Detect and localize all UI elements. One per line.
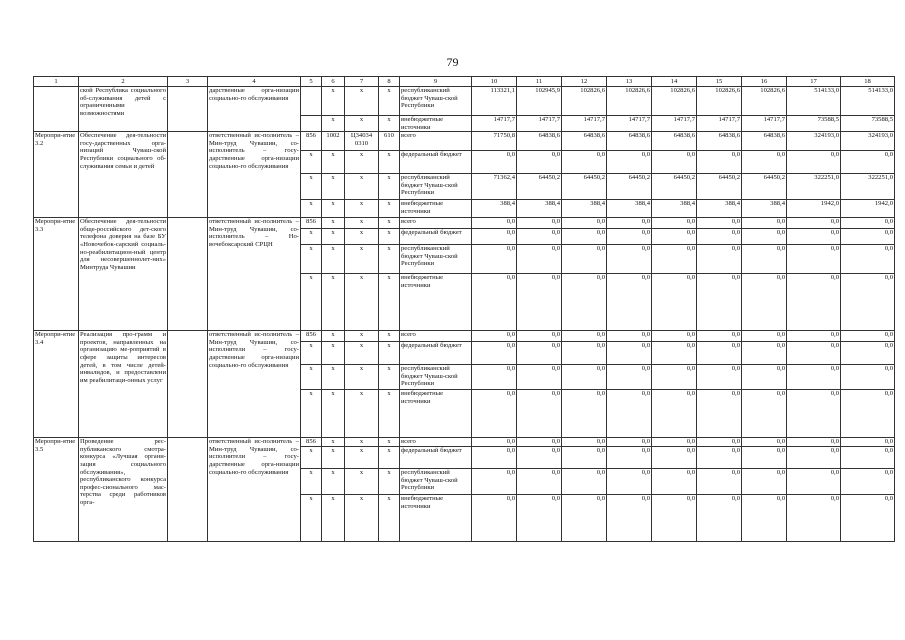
value-cell: 0,0 [562, 218, 607, 229]
value-cell: 0,0 [652, 365, 697, 390]
value-cell: 0,0 [517, 331, 562, 342]
value-cell: 0,0 [607, 365, 652, 390]
value-cell: 64450,2 [697, 174, 742, 200]
event-name-cell: ской Республика социального об-служивания детей с ограниченными возможностями [79, 87, 168, 132]
value-cell: 0,0 [562, 274, 607, 331]
value-cell: 0,0 [697, 469, 742, 495]
value-cell: 64450,2 [562, 174, 607, 200]
value-cell: 0,0 [607, 151, 652, 174]
code-cell: x [322, 151, 345, 174]
value-cell: 64838,6 [517, 132, 562, 151]
code-cell: x [322, 342, 345, 365]
value-cell: 14717,7 [697, 116, 742, 132]
code-cell: x [301, 229, 322, 245]
value-cell: 64838,6 [607, 132, 652, 151]
value-cell: 0,0 [697, 274, 742, 331]
code-cell: x [301, 342, 322, 365]
column-header-15: 15 [697, 77, 742, 87]
value-cell: 0,0 [697, 447, 742, 469]
code-cell: x [322, 116, 345, 132]
value-cell: 14717,7 [742, 116, 787, 132]
value-cell: 0,0 [841, 469, 895, 495]
funding-source-cell: внебюджетные источники [400, 495, 472, 542]
value-cell: 0,0 [742, 151, 787, 174]
value-cell: 0,0 [562, 447, 607, 469]
code-cell: x [345, 151, 379, 174]
value-cell: 514133,0 [841, 87, 895, 116]
value-cell: 0,0 [607, 274, 652, 331]
empty-cell [168, 87, 208, 132]
value-cell: 0,0 [472, 469, 517, 495]
value-cell: 0,0 [517, 245, 562, 274]
value-cell: 0,0 [841, 151, 895, 174]
empty-cell [168, 331, 208, 438]
funding-source-cell: федеральный бюджет [400, 229, 472, 245]
value-cell: 0,0 [517, 438, 562, 447]
code-cell: x [301, 151, 322, 174]
value-cell: 0,0 [607, 331, 652, 342]
value-cell: 0,0 [607, 245, 652, 274]
column-header-14: 14 [652, 77, 697, 87]
value-cell: 0,0 [562, 151, 607, 174]
table-row [34, 331, 895, 342]
funding-source-cell: внебюджетные источники [400, 116, 472, 132]
value-cell: 0,0 [472, 447, 517, 469]
value-cell: 102945,9 [517, 87, 562, 116]
table-row [34, 438, 895, 447]
value-cell: 0,0 [787, 274, 841, 331]
value-cell: 0,0 [472, 438, 517, 447]
value-cell: 0,0 [742, 365, 787, 390]
code-cell: 610 [379, 132, 400, 151]
code-cell: Ц34034 0310 [345, 132, 379, 151]
column-header-13: 13 [607, 77, 652, 87]
column-header-11: 11 [517, 77, 562, 87]
code-cell: x [301, 245, 322, 274]
column-header-16: 16 [742, 77, 787, 87]
value-cell: 0,0 [607, 495, 652, 542]
value-cell: 0,0 [652, 331, 697, 342]
value-cell: 388,4 [472, 200, 517, 218]
funding-source-cell: всего [400, 218, 472, 229]
value-cell: 14717,7 [472, 116, 517, 132]
code-cell: x [322, 438, 345, 447]
executor-cell: ответственный ис-полнитель – Мин-труд Чувашии, со-исполнитель – Но-вочебоксарский СРЦН [208, 218, 301, 331]
value-cell: 14717,7 [517, 116, 562, 132]
column-header-7: 7 [345, 77, 379, 87]
value-cell: 0,0 [841, 245, 895, 274]
value-cell: 0,0 [472, 331, 517, 342]
value-cell: 388,4 [742, 200, 787, 218]
funding-source-cell: федеральный бюджет [400, 447, 472, 469]
value-cell: 1942,0 [841, 200, 895, 218]
code-cell: x [345, 174, 379, 200]
value-cell: 64450,2 [742, 174, 787, 200]
value-cell: 0,0 [652, 342, 697, 365]
value-cell: 0,0 [562, 331, 607, 342]
code-cell: x [301, 390, 322, 438]
code-cell: 856 [301, 438, 322, 447]
value-cell: 0,0 [742, 447, 787, 469]
value-cell: 0,0 [697, 438, 742, 447]
value-cell: 0,0 [742, 390, 787, 438]
value-cell: 0,0 [652, 274, 697, 331]
value-cell: 73588,5 [787, 116, 841, 132]
code-cell: x [345, 229, 379, 245]
value-cell: 64450,2 [517, 174, 562, 200]
funding-source-cell: республиканский бюджет Чуваш-ской Республики [400, 365, 472, 390]
code-cell: x [322, 174, 345, 200]
empty-cell [168, 132, 208, 218]
code-cell: x [301, 495, 322, 542]
value-cell: 0,0 [787, 229, 841, 245]
value-cell: 0,0 [562, 495, 607, 542]
code-cell: x [322, 331, 345, 342]
value-cell: 0,0 [562, 390, 607, 438]
column-header-4: 4 [208, 77, 301, 87]
code-cell: x [345, 218, 379, 229]
value-cell: 0,0 [697, 229, 742, 245]
value-cell: 388,4 [607, 200, 652, 218]
value-cell: 0,0 [787, 218, 841, 229]
event-number-cell [34, 87, 79, 132]
executor-cell: ответственный ис-полнитель – Мин-труд Чувашии, со-исполнитель – госу-дарственные орга-низации социально-го обслуживания [208, 132, 301, 218]
code-cell: 856 [301, 331, 322, 342]
funding-source-cell: всего [400, 331, 472, 342]
value-cell: 0,0 [472, 151, 517, 174]
value-cell: 388,4 [652, 200, 697, 218]
code-cell: x [379, 218, 400, 229]
value-cell: 0,0 [787, 438, 841, 447]
value-cell: 0,0 [517, 390, 562, 438]
code-cell: x [322, 365, 345, 390]
code-cell: x [379, 331, 400, 342]
code-cell: x [345, 87, 379, 116]
code-cell [301, 116, 322, 132]
value-cell: 0,0 [841, 274, 895, 331]
value-cell: 0,0 [787, 331, 841, 342]
value-cell: 322251,0 [787, 174, 841, 200]
value-cell: 64838,6 [697, 132, 742, 151]
code-cell: x [322, 229, 345, 245]
funding-source-cell: всего [400, 438, 472, 447]
value-cell: 0,0 [787, 469, 841, 495]
code-cell: 856 [301, 132, 322, 151]
value-cell: 0,0 [472, 390, 517, 438]
value-cell: 0,0 [742, 469, 787, 495]
code-cell: x [345, 447, 379, 469]
code-cell: x [322, 495, 345, 542]
value-cell: 0,0 [472, 342, 517, 365]
empty-cell [168, 218, 208, 331]
column-header-10: 10 [472, 77, 517, 87]
value-cell: 0,0 [841, 229, 895, 245]
value-cell: 0,0 [697, 245, 742, 274]
funding-source-cell: федеральный бюджет [400, 151, 472, 174]
value-cell: 0,0 [787, 447, 841, 469]
value-cell: 0,0 [652, 495, 697, 542]
value-cell: 0,0 [472, 274, 517, 331]
value-cell: 0,0 [841, 447, 895, 469]
event-name-cell: Обеспечение дея-тельности обще-российского дет-ского телефона доверия на базе БУ «Новочебок-сарский социаль-но-реабилитацион-ный центр для несовершеннолет-них» Минтруда Чувашии [79, 218, 168, 331]
code-cell: x [379, 365, 400, 390]
value-cell: 0,0 [562, 365, 607, 390]
value-cell: 0,0 [652, 245, 697, 274]
value-cell: 0,0 [697, 331, 742, 342]
event-number-cell: Меропри-ятие 3.4 [34, 331, 79, 438]
value-cell: 0,0 [517, 151, 562, 174]
code-cell: x [345, 342, 379, 365]
value-cell: 0,0 [742, 438, 787, 447]
value-cell: 1942,0 [787, 200, 841, 218]
code-cell: x [322, 218, 345, 229]
executor-cell: ответственный ис-полнитель – Мин-труд Чувашии, со-исполнители – госу-дарственные орга-низации социально-го обслуживания [208, 438, 301, 542]
empty-cell [168, 438, 208, 542]
value-cell: 0,0 [787, 245, 841, 274]
code-cell: 856 [301, 218, 322, 229]
table-row [34, 218, 895, 229]
value-cell: 102826,6 [742, 87, 787, 116]
value-cell: 0,0 [607, 229, 652, 245]
value-cell: 0,0 [742, 245, 787, 274]
value-cell: 0,0 [517, 342, 562, 365]
code-cell: x [379, 116, 400, 132]
value-cell: 0,0 [742, 229, 787, 245]
code-cell: x [345, 365, 379, 390]
value-cell: 0,0 [742, 218, 787, 229]
value-cell: 0,0 [652, 438, 697, 447]
event-name-cell: Проведение рес-публиканского смотра-конкурса «Лучшая органи-зация социального обслуживания», республиканского конкурса профес-сионального мас-терства среди работников орга- [79, 438, 168, 542]
executor-cell: ответственный ис-полнитель – Мин-труд Чувашии, со-исполнители – госу-дарственные орга-низации социально-го обслуживания [208, 331, 301, 438]
value-cell: 102826,6 [607, 87, 652, 116]
value-cell: 64838,6 [742, 132, 787, 151]
page-number: 79 [446, 55, 459, 69]
value-cell: 0,0 [562, 438, 607, 447]
code-cell: x [322, 274, 345, 331]
value-cell: 0,0 [562, 469, 607, 495]
funding-source-cell: внебюджетные источники [400, 200, 472, 218]
value-cell: 0,0 [697, 151, 742, 174]
code-cell: x [379, 438, 400, 447]
value-cell: 0,0 [652, 447, 697, 469]
column-header-6: 6 [322, 77, 345, 87]
value-cell: 0,0 [787, 365, 841, 390]
code-cell: x [379, 342, 400, 365]
budget-table [33, 76, 895, 542]
value-cell: 0,0 [787, 390, 841, 438]
value-cell: 0,0 [517, 274, 562, 331]
value-cell: 0,0 [697, 365, 742, 390]
funding-source-cell: внебюджетные источники [400, 274, 472, 331]
value-cell: 0,0 [742, 495, 787, 542]
value-cell: 0,0 [841, 342, 895, 365]
code-cell: x [301, 469, 322, 495]
value-cell: 0,0 [517, 469, 562, 495]
code-cell: 1002 [322, 132, 345, 151]
value-cell: 14717,7 [652, 116, 697, 132]
event-number-cell: Меропри-ятие 3.3 [34, 218, 79, 331]
code-cell: x [301, 274, 322, 331]
code-cell [301, 87, 322, 116]
value-cell: 0,0 [652, 151, 697, 174]
code-cell: x [322, 469, 345, 495]
value-cell: 0,0 [607, 438, 652, 447]
table-row [34, 132, 895, 151]
code-cell: x [345, 331, 379, 342]
value-cell: 0,0 [787, 342, 841, 365]
value-cell: 0,0 [652, 390, 697, 438]
value-cell: 388,4 [697, 200, 742, 218]
value-cell: 324193,0 [787, 132, 841, 151]
value-cell: 0,0 [472, 229, 517, 245]
value-cell: 0,0 [742, 274, 787, 331]
code-cell: x [379, 390, 400, 438]
column-header-17: 17 [787, 77, 841, 87]
value-cell: 0,0 [517, 495, 562, 542]
value-cell: 0,0 [841, 218, 895, 229]
value-cell: 14717,7 [562, 116, 607, 132]
value-cell: 0,0 [841, 438, 895, 447]
table-row [34, 87, 895, 116]
value-cell: 0,0 [652, 229, 697, 245]
funding-source-cell: республиканский бюджет Чуваш-ской Республики [400, 174, 472, 200]
code-cell: x [379, 151, 400, 174]
code-cell: x [379, 245, 400, 274]
value-cell: 0,0 [517, 447, 562, 469]
value-cell: 64838,6 [652, 132, 697, 151]
event-name-cell: Реализация про-грамм и проектов, направленных на организацию ме-роприятий в сфере защиты интересов детей, в том числе детей-инвалидов, и предоставлени им реабилитаци-онных услуг [79, 331, 168, 438]
value-cell: 0,0 [607, 342, 652, 365]
value-cell: 0,0 [697, 342, 742, 365]
funding-source-cell: федеральный бюджет [400, 342, 472, 365]
value-cell: 0,0 [472, 365, 517, 390]
funding-source-cell: всего [400, 132, 472, 151]
value-cell: 0,0 [652, 218, 697, 229]
value-cell: 0,0 [517, 365, 562, 390]
value-cell: 0,0 [697, 495, 742, 542]
value-cell: 71750,8 [472, 132, 517, 151]
value-cell: 0,0 [562, 229, 607, 245]
executor-cell: дарственные орга-низации социально-го обслуживания [208, 87, 301, 132]
column-header-8: 8 [379, 77, 400, 87]
value-cell: 0,0 [697, 218, 742, 229]
code-cell: x [379, 495, 400, 542]
code-cell: x [379, 87, 400, 116]
value-cell: 0,0 [472, 218, 517, 229]
funding-source-cell: внебюджетные источники [400, 390, 472, 438]
column-header-1: 1 [34, 77, 79, 87]
value-cell: 113321,1 [472, 87, 517, 116]
value-cell: 64838,6 [562, 132, 607, 151]
value-cell: 0,0 [841, 495, 895, 542]
code-cell: x [345, 200, 379, 218]
code-cell: x [379, 229, 400, 245]
value-cell: 0,0 [607, 447, 652, 469]
column-header-18: 18 [841, 77, 895, 87]
code-cell: x [345, 495, 379, 542]
column-header-2: 2 [79, 77, 168, 87]
value-cell: 0,0 [607, 390, 652, 438]
value-cell: 514133,0 [787, 87, 841, 116]
column-header-3: 3 [168, 77, 208, 87]
code-cell: x [301, 174, 322, 200]
value-cell: 388,4 [562, 200, 607, 218]
value-cell: 324193,0 [841, 132, 895, 151]
value-cell: 0,0 [472, 245, 517, 274]
code-cell: x [301, 365, 322, 390]
value-cell: 0,0 [517, 218, 562, 229]
value-cell: 0,0 [787, 495, 841, 542]
code-cell: x [345, 469, 379, 495]
code-cell: x [322, 390, 345, 438]
value-cell: 0,0 [607, 218, 652, 229]
value-cell: 102826,6 [562, 87, 607, 116]
value-cell: 0,0 [742, 342, 787, 365]
code-cell: x [322, 200, 345, 218]
code-cell: x [345, 116, 379, 132]
value-cell: 64450,2 [652, 174, 697, 200]
event-name-cell: Обеспечение дея-тельности госу-дарственных орга-низаций Чуваш-ской Республики социального об-служивания семьи и детей [79, 132, 168, 218]
value-cell: 0,0 [562, 245, 607, 274]
funding-source-cell: республиканский бюджет Чуваш-ской Республики [400, 87, 472, 116]
code-cell: x [379, 447, 400, 469]
value-cell: 14717,7 [607, 116, 652, 132]
value-cell: 0,0 [841, 331, 895, 342]
value-cell: 388,4 [517, 200, 562, 218]
value-cell: 73588,5 [841, 116, 895, 132]
event-number-cell: Меропри-ятие 3.5 [34, 438, 79, 542]
value-cell: 102826,6 [652, 87, 697, 116]
column-header-5: 5 [301, 77, 322, 87]
code-cell: x [379, 174, 400, 200]
value-cell: 0,0 [697, 390, 742, 438]
value-cell: 0,0 [841, 390, 895, 438]
code-cell: x [322, 245, 345, 274]
code-cell: x [301, 447, 322, 469]
column-header-12: 12 [562, 77, 607, 87]
value-cell: 0,0 [652, 469, 697, 495]
code-cell: x [345, 390, 379, 438]
event-number-cell: Меропри-ятие 3.2 [34, 132, 79, 218]
table-header-row [34, 77, 895, 87]
code-cell: x [379, 469, 400, 495]
code-cell: x [345, 438, 379, 447]
value-cell: 0,0 [607, 469, 652, 495]
value-cell: 102826,6 [697, 87, 742, 116]
code-cell: x [345, 274, 379, 331]
column-header-9: 9 [400, 77, 472, 87]
code-cell: x [301, 200, 322, 218]
code-cell: x [379, 274, 400, 331]
value-cell: 0,0 [742, 331, 787, 342]
value-cell: 0,0 [562, 342, 607, 365]
code-cell: x [345, 245, 379, 274]
funding-source-cell: республиканский бюджет Чуваш-ской Республики [400, 245, 472, 274]
code-cell: x [322, 447, 345, 469]
value-cell: 0,0 [472, 495, 517, 542]
value-cell: 71362,4 [472, 174, 517, 200]
code-cell: x [322, 87, 345, 116]
value-cell: 0,0 [787, 151, 841, 174]
value-cell: 322251,0 [841, 174, 895, 200]
value-cell: 0,0 [841, 365, 895, 390]
code-cell: x [379, 200, 400, 218]
funding-source-cell: республиканский бюджет Чуваш-ской Республики [400, 469, 472, 495]
value-cell: 64450,2 [607, 174, 652, 200]
value-cell: 0,0 [517, 229, 562, 245]
